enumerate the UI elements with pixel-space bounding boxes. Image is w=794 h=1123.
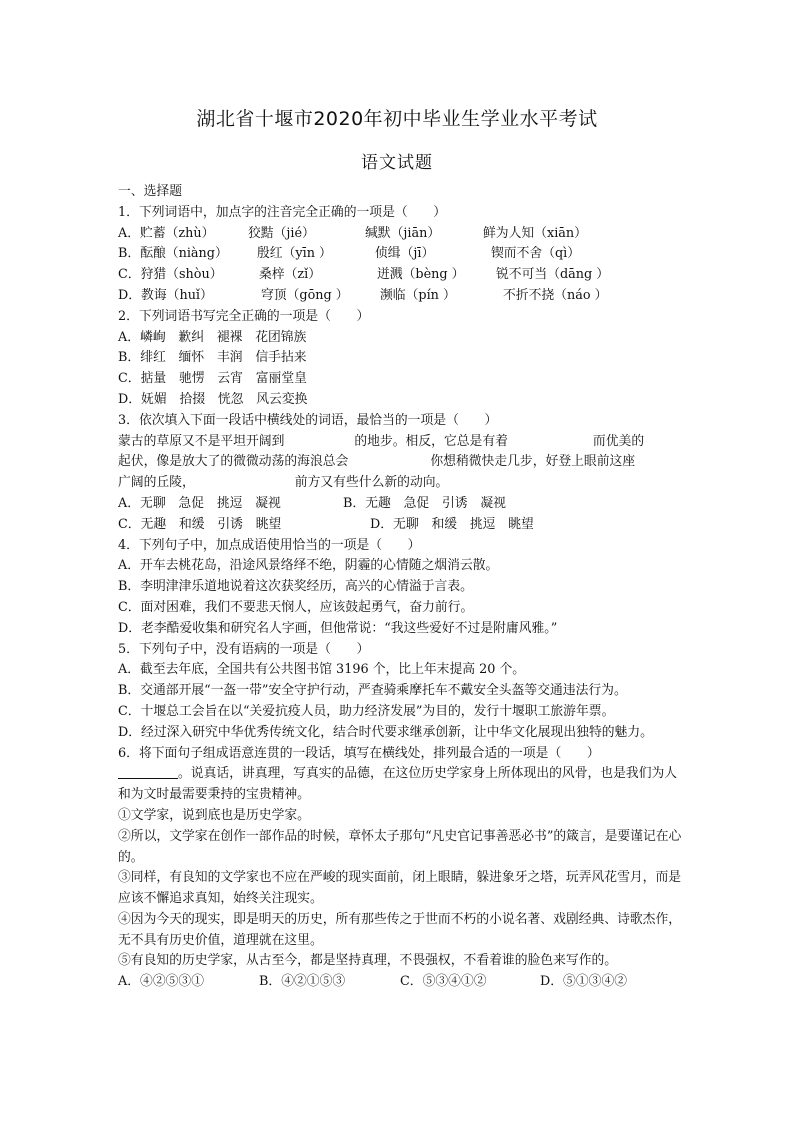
q2-option-d: D．妩媚 拾掇 恍忽 风云変换	[118, 391, 308, 407]
q5-option-b: B．交通部开展“一盔一带”安全守护行动，严查骑乘摩托车不戴安全头盔等交通违法行为。	[118, 683, 627, 699]
q6-lead-rest: 。说真话，讲真理，写真实的品德，在这位历史学家身上所体现出的风骨，也是我们为人和为文时最需要秉持的宝贵精神。	[118, 766, 678, 803]
q6-sentence-5: ⑤有良知的历史学家，从古至今，都是坚持真理，不畏强权，不看着谁的脸色来写作的。	[118, 953, 618, 969]
q3-options-row-1	[118, 494, 684, 515]
q3-p3a: 广阔的丘陵，	[118, 475, 195, 491]
q3-p1a: 蒙古的草原又不是平坦开阔到	[118, 433, 285, 449]
q6-options	[118, 972, 684, 993]
section-heading: 一、选择题	[118, 184, 182, 199]
q3-p1c: 而优美的	[592, 433, 645, 449]
q4-option-c: C．面对困难，我们不要悲天悯人，应该鼓起勇气，奋力前行。	[118, 599, 474, 615]
q5-stem: 5．下列句子中，没有语病的一项是（ ）	[118, 641, 370, 657]
q3-option-c: C．无趣 和缓 引诱 眺望	[118, 516, 282, 532]
q6-sentence-2: ②所以，文学家在创作一部作品的时候，章怀太子那句“凡史官记事善恶必书”的箴言，是要谨记在心的。	[118, 828, 682, 865]
q3-passage-line-2	[118, 452, 684, 473]
q2-option-c: C．掂量 驰愣 云宵 富丽堂皇	[118, 371, 307, 387]
q1-d-4: 不折不挠（náo ）	[503, 287, 608, 303]
q6-answer-blank	[118, 764, 178, 779]
q3-p2a: 起伏，像是放大了的微微动荡的海浪总会	[118, 454, 349, 470]
exam-body	[118, 182, 684, 993]
q1-b-4: 锲而不舍（qì）	[491, 246, 581, 262]
q1-c-2: 桑梓（zǐ）	[259, 267, 322, 283]
q6-sentence-1: ①文学家，说到底也是历史学家。	[118, 807, 310, 823]
q1-b-1: B．酝酿（niàng）	[118, 246, 228, 262]
q1-a-2: 狡黠（jié）	[248, 225, 315, 241]
q1-option-a	[118, 224, 684, 245]
q2-option-b: B．绯红 缅怀 丰润 信手拈来	[118, 350, 307, 366]
q5-option-a: A．截至去年底，全国共有公共图书馆 3196 个，比上年末提高 20 个。	[118, 662, 526, 678]
q6-option-a: A．④②⑤③①	[118, 974, 205, 990]
q1-option-d	[118, 286, 684, 307]
q1-c-1: C．狩猎（shòu）	[118, 267, 223, 283]
q1-d-3: 濒临（pín ）	[380, 287, 456, 303]
q4-option-d: D．老李酷爱收集和研究名人字画，但他常说：“我这些爱好不过是附庸风雅。”	[118, 620, 558, 636]
q6-option-d: D．⑤①③④②	[540, 974, 628, 990]
q6-option-c: C．⑤③④①②	[400, 974, 487, 990]
q3-option-b: B．无趣 急促 引诱 凝视	[343, 495, 506, 511]
q3-p3b: 前方又有些什么新的动向。	[294, 475, 449, 491]
q2-option-a: A．嶙峋 歉纠 褪裸 花团锦族	[118, 329, 307, 345]
q1-stem: 1．下列词语中，加点字的注音完全正确的一项是（ ）	[118, 204, 447, 220]
q1-a-4: 鲜为人知（xiān）	[483, 225, 587, 241]
exam-title: 湖北省十堰市2020年初中毕业生学业水平考试	[196, 108, 598, 130]
q2-stem: 2．下列词语书写完全正确的一项是（ ）	[118, 308, 370, 324]
q6-option-b: B．④②①⑤③	[259, 974, 346, 990]
q1-d-1: D．教诲（huǐ）	[118, 287, 213, 303]
q3-option-a: A．无聊 急促 挑逗 凝视	[118, 495, 281, 511]
q1-b-2: 殷红（yīn ）	[257, 246, 332, 262]
q3-stem: 3．依次填入下面一段话中横线处的词语，最恰当的一项是（ ）	[118, 412, 498, 428]
q3-options-row-2	[118, 515, 684, 536]
q5-option-c: C．十堰总工会旨在以“关爱抗疫人员，助力经济发展”为目的，发行十堰职工旅游年票。	[118, 703, 615, 719]
q3-passage-line-1	[118, 432, 684, 453]
q1-a-1: A．贮蓄（zhù）	[118, 225, 215, 241]
q4-option-a: A．开车去桃花岛，沿途风景络绎不绝，阴霾的心情随之烟消云散。	[118, 558, 499, 574]
exam-subtitle: 语文试题	[361, 153, 433, 173]
q4-stem: 4．下列句子中，加点成语使用恰当的一项是（ ）	[118, 537, 421, 553]
q6-sentence-3: ③同样，有良知的文学家也不应在严峻的现实面前，闭上眼睛，躲进象牙之塔，玩弄风花雪月，而是应该不懈追求真知，始终关注现实。	[118, 870, 682, 907]
q6-lead	[118, 764, 684, 806]
q3-p2b: 你想稍微快走几步，好登上眼前这座	[430, 454, 636, 470]
q1-option-c	[118, 265, 684, 286]
q1-b-3: 侦缉（jī）	[375, 246, 435, 262]
q3-passage-line-3	[118, 473, 684, 494]
q4-option-b: B．李明津津乐道地说着这次获奖经历，高兴的心情溢于言表。	[118, 579, 473, 595]
q3-option-d: D．无聊 和缓 挑逗 眺望	[370, 516, 534, 532]
q1-c-3: 迸溅（bèng ）	[377, 267, 465, 283]
q6-sentence-4: ④因为今天的现实，即是明天的历史，所有那些传之于世而不朽的小说名著、戏剧经典、诗歌杰作，无不具有历史价值，道理就在这里。	[118, 911, 682, 948]
q5-option-d: D．经过深入研究中华优秀传统文化，结合时代要求继承创新，让中华文化展现出独特的魅力。	[118, 724, 653, 740]
q1-a-3: 缄默（jiān）	[365, 225, 441, 241]
q3-p1b: 的地步。相反，它总是有着	[354, 433, 508, 449]
q1-c-4: 锐不可当（dāng ）	[496, 267, 610, 283]
q1-option-b	[118, 244, 684, 265]
q1-d-2: 穹顶（gōng ）	[261, 287, 349, 303]
q6-stem: 6．将下面句子组成语意连贯的一段话，填写在横线处，排列最合适的一项是（ ）	[118, 745, 600, 761]
